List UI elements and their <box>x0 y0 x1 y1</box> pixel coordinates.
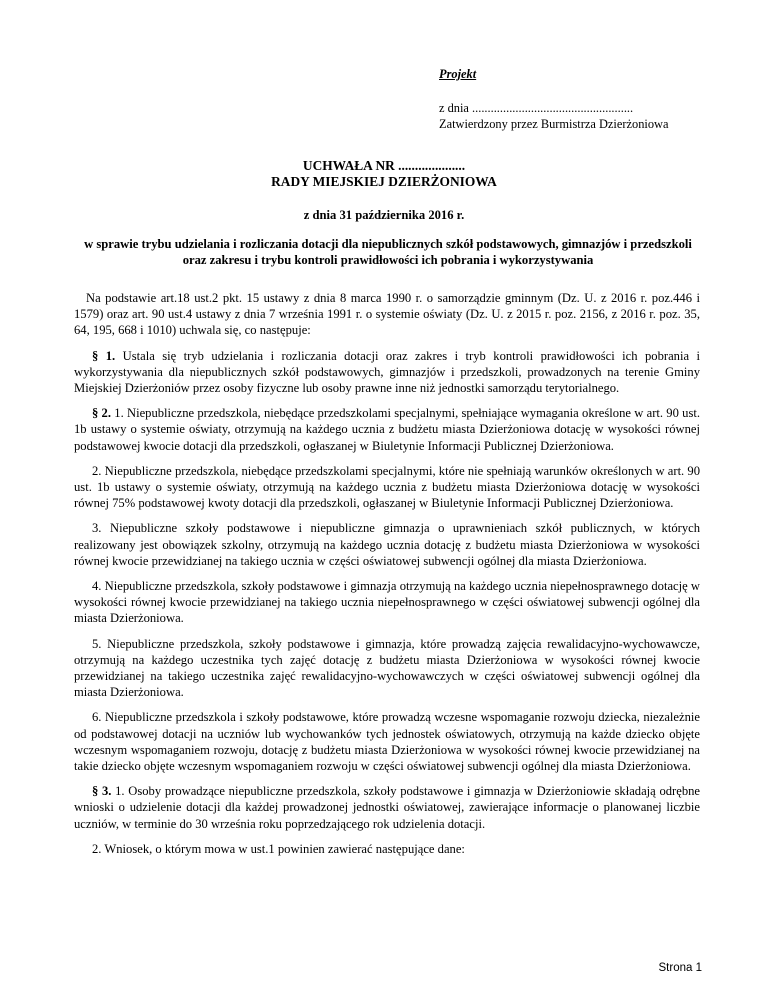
date-line: z dnia .................................................... <box>439 101 634 115</box>
page-number: Strona 1 <box>658 962 702 974</box>
paragraph-text: 2. Wniosek, o którym mowa w ust.1 powinien zawierać następujące dane: <box>92 841 465 856</box>
paragraph-text: 5. Niepubliczne przedszkola, szkoły podstawowe i gimnazja, które prowadzą zajęcia rewalidacyjno-wychowawcze, otrzymują na każdego uczestnika tych zajęć dotację z budżetu miasta Dzierżoniowa w wysokości równej kwocie przewidzianej na takiego uczestnika zajęć rewalidacyjno-wychowawczych w części oświatowej subwencji ogólnej dla miasta Dzierżoniowa. <box>74 636 700 700</box>
paragraph-text: 4. Niepubliczne przedszkola, szkoły podstawowe i gimnazja otrzymują na każdego ucznia niepełnosprawnego dotację w wysokości równej kwocie przewidzianej na takiego ucznia niepełnosprawnego w części oświatowej subwencji ogólnej dla miasta Dzierżoniowa. <box>74 579 700 626</box>
paragraph <box>74 578 700 627</box>
approved-line: Zatwierdzony przez Burmistrza Dzierżoniowa <box>439 117 669 131</box>
resolution-subject: w sprawie trybu udzielania i rozliczania dotacji dla niepublicznych szkół podstawowych, gimnazjów i przedszkoli oraz zakresu i trybu kontroli prawidłowości ich pobrania i wykorzystywania <box>84 237 692 267</box>
preamble: Na podstawie art.18 ust.2 pkt. 15 ustawy z dnia 8 marca 1990 r. o samorządzie gminnym (Dz. U. z 2016 r. poz.446 i 1579) oraz art. 90 ust.4 ustawy z dnia 7 września 1991 r. o systemie oświaty (Dz. U. z 2015 r. poz. 2156, z 2016 r. poz. 35, 64, 195, 668 i 1010) uchwala się, co następuje: <box>74 291 700 338</box>
paragraph-text: 2. Niepubliczne przedszkola, niebędące przedszkolami specjalnymi, które nie spełniają warunków określonych w art. 90 ust. 1b ustawy o systemie oświaty, otrzymują na każdego ucznia z budżetu miasta Dzierżoniowa dotację w wysokości równej 75% podstawowej kwoty dotacji dla przedszkoli, ogłaszanej w Biuletynie Informacji Publicznej Dzierżoniowa. <box>74 463 700 511</box>
paragraph-text: 1. Niepubliczne przedszkola, niebędące przedszkolami specjalnymi, spełniające wymagania określone w art. 90 ust. 1b ustawy o systemie oświaty, otrzymują na każdego ucznia z budżetu miasta Dzierżoniowa dotację w wysokości równej podstawowej kwocie dotacji dla przedszkoli, ogłaszanej w Biuletynie Informacji Publicznej Dzierżoniowa. <box>74 406 701 453</box>
resolution-title <box>0 158 768 190</box>
paragraph <box>74 463 700 512</box>
section-number: § 2. <box>92 406 112 421</box>
project-label: Projekt <box>439 67 477 81</box>
paragraph <box>74 783 700 832</box>
paragraph <box>74 348 700 397</box>
section-number: § 1. <box>92 348 116 363</box>
paragraph-text: 1. Osoby prowadzące niepubliczne przedszkola, szkoły podstawowe i gimnazja w Dzierżoniowie składają odrębne wnioski o udzielenie dotacji dla każdej prowadzonej jednostki oświatowej, zawierające informacje o planowanej liczbie uczniów, w terminie do 30 września roku poprzedzającego rok udzielenia dotacji. <box>74 784 701 831</box>
paragraph <box>74 520 700 569</box>
paragraph-text: 6. Niepubliczne przedszkola i szkoły podstawowe, które prowadzą wczesne wspomaganie rozwoju dziecka, niezależnie od podstawowej dotacji na uczniów lub wychowanków tych jednostek oświatowych, otrzymują na każde dziecko objęte wczesnym wspomaganiem rozwoju, dotację z budżetu miasta Dzierżoniowa w wysokości równej kwocie przewidzianej na takie dziecko objęte wczesnym wspomaganiem rozwoju w części oświatowej subwencji ogólnej dla miasta Dzierżoniowa. <box>74 710 700 774</box>
paragraph <box>74 636 700 701</box>
paragraph <box>74 405 700 454</box>
section-number: § 3. <box>92 784 112 799</box>
paragraph <box>74 841 700 857</box>
paragraph <box>74 709 700 774</box>
title-line-1: UCHWAŁA NR .................... <box>302 158 466 173</box>
header-block <box>439 66 739 132</box>
paragraph-text: 3. Niepubliczne szkoły podstawowe i niepubliczne gimnazja o uprawnieniach szkół publicznych, w których realizowany jest obowiązek szkolny, otrzymują na każdego ucznia dotację z budżetu miasta Dzierżoniowa w wysokości równej kwocie przewidzianej na takiego ucznia w części oświatowej subwencji ogólnej dla miasta Dzierżoniowa. <box>74 521 700 568</box>
title-line-2: RADY MIEJSKIEJ DZIERŻONIOWA <box>271 174 497 189</box>
paragraph-text: Ustala się tryb udzielania i rozliczania dotacji oraz zakres i tryb kontroli prawidłowości ich pobrania i wykorzystywania dla niepublicznych szkół podstawowych, gimnazjów i przedszkoli, prowadzonych na terenie Gminy Miejskiej Dzierżoniów przez osoby fizyczne lub osoby prawne inne niż jednostki samorządu terytorialnego. <box>74 348 700 396</box>
resolution-date: z dnia 31 października 2016 r. <box>303 208 465 222</box>
document-body <box>74 290 700 866</box>
